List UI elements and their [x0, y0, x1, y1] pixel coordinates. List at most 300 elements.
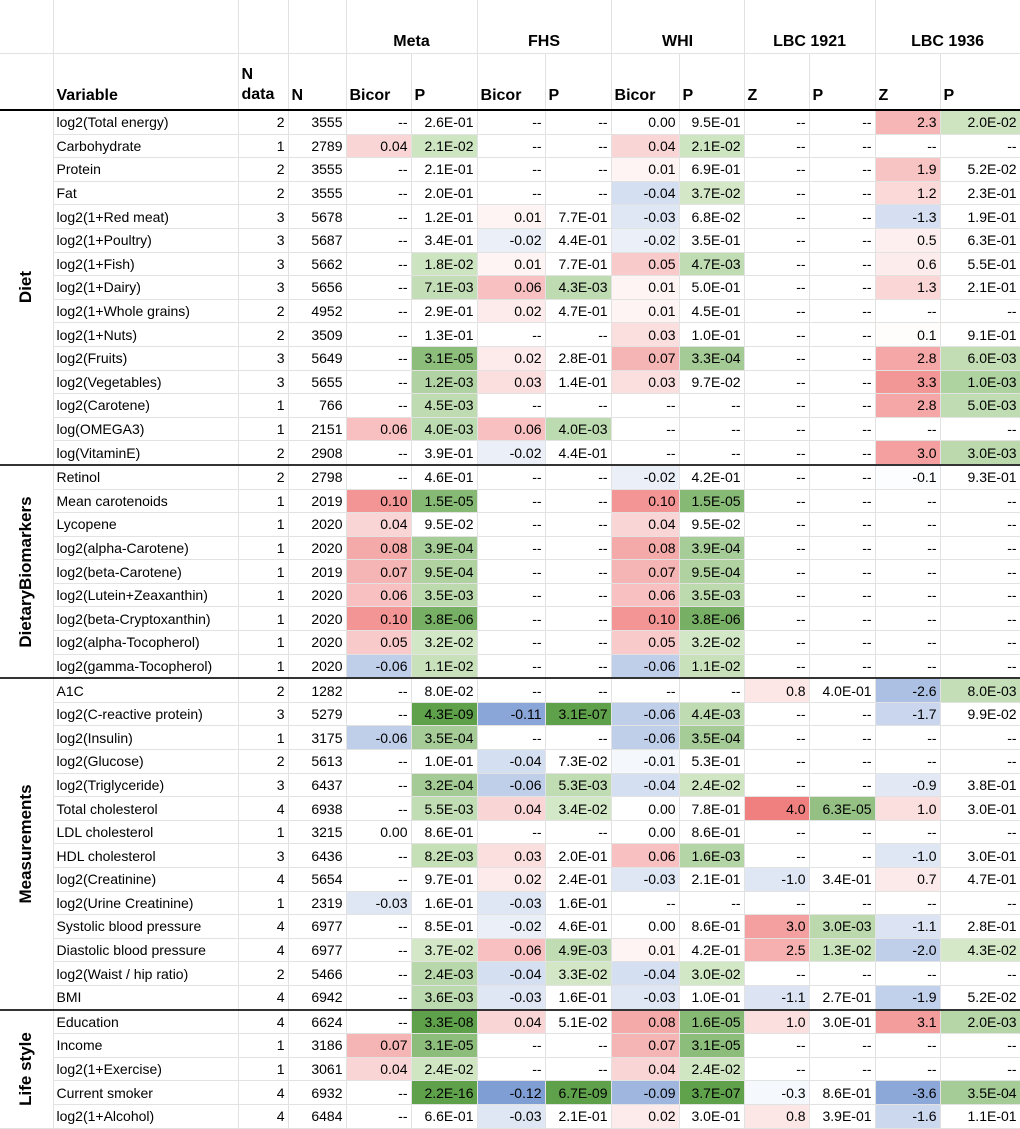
- whi-bicor-cell: -0.04: [611, 181, 679, 205]
- fhs-p-cell: 7.3E-02: [545, 750, 611, 774]
- meta-bicor-cell: --: [346, 205, 411, 229]
- lbc1936-p-cell: 3.5E-04: [940, 1081, 1020, 1105]
- whi-bicor-cell: 0.06: [611, 844, 679, 868]
- fhs-p-cell: --: [545, 465, 611, 489]
- lbc1936-p-cell: 6.3E-01: [940, 228, 1020, 252]
- lbc1921-z-cell: --: [744, 654, 809, 678]
- meta-p-cell: 4.6E-01: [411, 465, 477, 489]
- fhs-p-cell: 2.0E-01: [545, 844, 611, 868]
- whi-bicor-cell: 0.01: [611, 938, 679, 962]
- whi-bicor-cell: -0.06: [611, 726, 679, 750]
- table-row: [0, 654, 1020, 678]
- n-cell: 3555: [288, 110, 346, 134]
- lbc1936-p-cell: --: [940, 1057, 1020, 1081]
- lbc1936-p-cell: 5.2E-02: [940, 158, 1020, 182]
- fhs-bicor-cell: 0.06: [477, 417, 545, 441]
- n-cell: 5656: [288, 276, 346, 300]
- lbc1921-p-cell: --: [809, 252, 875, 276]
- lbc1921-p-cell: --: [809, 560, 875, 584]
- column-header-row: [0, 54, 1020, 111]
- ndata-cell: 1: [238, 726, 288, 750]
- whi-p-cell: --: [679, 417, 744, 441]
- meta-bicor-cell: --: [346, 985, 411, 1009]
- lbc1936-z-cell: 1.0: [875, 797, 940, 821]
- lbc1936-z-cell: --: [875, 417, 940, 441]
- whi-bicor-cell: 0.00: [611, 915, 679, 939]
- lbc1936-p-cell: 3.0E-01: [940, 797, 1020, 821]
- ndata-cell: 3: [238, 844, 288, 868]
- whi-p-cell: 3.0E-02: [679, 962, 744, 986]
- whi-p-cell: 4.5E-01: [679, 299, 744, 323]
- category-label: DietaryBiomarkers: [16, 495, 36, 648]
- meta-p-cell: 6.6E-01: [411, 1104, 477, 1128]
- meta-bicor-cell: --: [346, 868, 411, 892]
- table-row: [0, 228, 1020, 252]
- table-row: [0, 465, 1020, 489]
- table-row: [0, 1034, 1020, 1058]
- category-label: Diet: [16, 271, 36, 304]
- fhs-p-cell: --: [545, 583, 611, 607]
- lbc1921-p-cell: 3.0E-01: [809, 1010, 875, 1034]
- lbc1921-p-cell: --: [809, 844, 875, 868]
- fhs-bicor-cell: --: [477, 134, 545, 158]
- ndata-cell: 1: [238, 820, 288, 844]
- header-n: N: [288, 54, 346, 111]
- n-cell: 5613: [288, 750, 346, 774]
- lbc1936-p-cell: 5.2E-02: [940, 985, 1020, 1009]
- lbc1936-p-cell: --: [940, 513, 1020, 537]
- meta-p-cell: 4.0E-03: [411, 417, 477, 441]
- fhs-bicor-cell: 0.02: [477, 299, 545, 323]
- n-cell: 5678: [288, 205, 346, 229]
- ndata-cell: 2: [238, 750, 288, 774]
- meta-p-cell: 3.1E-05: [411, 346, 477, 370]
- whi-p-cell: --: [679, 678, 744, 702]
- lbc1936-z-cell: 0.6: [875, 252, 940, 276]
- ndata-cell: 3: [238, 276, 288, 300]
- ndata-cell: 2: [238, 158, 288, 182]
- lbc1936-z-cell: -1.3: [875, 205, 940, 229]
- lbc1936-p-cell: 8.0E-03: [940, 678, 1020, 702]
- lbc1921-p-cell: --: [809, 441, 875, 465]
- variable-cell: log2(Lutein+Zeaxanthin): [53, 583, 238, 607]
- variable-cell: log2(alpha-Carotene): [53, 536, 238, 560]
- header-variable: Variable: [53, 54, 238, 111]
- meta-bicor-cell: -0.06: [346, 654, 411, 678]
- variable-cell: Systolic blood pressure: [53, 915, 238, 939]
- whi-bicor-cell: 0.08: [611, 536, 679, 560]
- ndata-cell: 1: [238, 1057, 288, 1081]
- ndata-cell: 1: [238, 631, 288, 655]
- variable-cell: log2(Fruits): [53, 346, 238, 370]
- lbc1921-z-cell: --: [744, 536, 809, 560]
- whi-p-cell: 1.6E-05: [679, 1010, 744, 1034]
- fhs-bicor-cell: 0.04: [477, 1010, 545, 1034]
- lbc1921-p-cell: --: [809, 536, 875, 560]
- ndata-cell: 3: [238, 205, 288, 229]
- lbc1936-p-cell: --: [940, 891, 1020, 915]
- whi-p-cell: 1.0E-01: [679, 985, 744, 1009]
- meta-bicor-cell: 0.10: [346, 607, 411, 631]
- lbc1936-z-cell: 3.0: [875, 441, 940, 465]
- lbc1921-z-cell: --: [744, 1034, 809, 1058]
- whi-p-cell: 1.5E-05: [679, 489, 744, 513]
- ndata-cell: 4: [238, 1104, 288, 1128]
- lbc1936-z-cell: -2.0: [875, 938, 940, 962]
- whi-bicor-cell: --: [611, 441, 679, 465]
- lbc1921-z-cell: --: [744, 820, 809, 844]
- meta-bicor-cell: --: [346, 110, 411, 134]
- lbc1936-z-cell: 3.1: [875, 1010, 940, 1034]
- table-row: [0, 323, 1020, 347]
- fhs-p-cell: 3.1E-07: [545, 702, 611, 726]
- table-row: [0, 915, 1020, 939]
- n-cell: 6932: [288, 1081, 346, 1105]
- whi-bicor-cell: 0.03: [611, 323, 679, 347]
- meta-p-cell: 3.2E-02: [411, 631, 477, 655]
- lbc1921-z-cell: --: [744, 276, 809, 300]
- whi-p-cell: 3.2E-02: [679, 631, 744, 655]
- n-cell: 2319: [288, 891, 346, 915]
- meta-p-cell: 8.0E-02: [411, 678, 477, 702]
- fhs-p-cell: --: [545, 134, 611, 158]
- variable-cell: log2(Glucose): [53, 750, 238, 774]
- n-cell: 2798: [288, 465, 346, 489]
- meta-p-cell: 3.9E-04: [411, 536, 477, 560]
- lbc1921-z-cell: --: [744, 417, 809, 441]
- variable-cell: BMI: [53, 985, 238, 1009]
- n-cell: 6624: [288, 1010, 346, 1034]
- fhs-p-cell: --: [545, 489, 611, 513]
- lbc1936-p-cell: 4.3E-02: [940, 938, 1020, 962]
- whi-p-cell: 6.9E-01: [679, 158, 744, 182]
- ndata-cell: 3: [238, 228, 288, 252]
- lbc1921-p-cell: --: [809, 417, 875, 441]
- meta-bicor-cell: 0.04: [346, 513, 411, 537]
- fhs-p-cell: --: [545, 560, 611, 584]
- fhs-bicor-cell: 0.06: [477, 276, 545, 300]
- meta-p-cell: 9.5E-02: [411, 513, 477, 537]
- meta-bicor-cell: --: [346, 797, 411, 821]
- lbc1936-p-cell: --: [940, 1034, 1020, 1058]
- fhs-bicor-cell: -0.03: [477, 1104, 545, 1128]
- header-fhs-p: P: [545, 54, 611, 111]
- table-row: [0, 536, 1020, 560]
- meta-p-cell: 3.7E-02: [411, 938, 477, 962]
- meta-bicor-cell: 0.07: [346, 1034, 411, 1058]
- variable-cell: log2(gamma-Tocopherol): [53, 654, 238, 678]
- ndata-cell: 2: [238, 678, 288, 702]
- whi-bicor-cell: -0.09: [611, 1081, 679, 1105]
- whi-p-cell: 3.5E-03: [679, 583, 744, 607]
- fhs-bicor-cell: -0.11: [477, 702, 545, 726]
- ndata-cell: 1: [238, 489, 288, 513]
- fhs-p-cell: --: [545, 181, 611, 205]
- n-cell: 6436: [288, 844, 346, 868]
- lbc1921-p-cell: --: [809, 181, 875, 205]
- whi-p-cell: 8.6E-01: [679, 820, 744, 844]
- meta-bicor-cell: --: [346, 394, 411, 418]
- meta-bicor-cell: 0.07: [346, 560, 411, 584]
- lbc1921-p-cell: 8.6E-01: [809, 1081, 875, 1105]
- lbc1936-p-cell: --: [940, 417, 1020, 441]
- n-cell: 3555: [288, 181, 346, 205]
- lbc1936-z-cell: 1.2: [875, 181, 940, 205]
- table-row: [0, 252, 1020, 276]
- lbc1921-p-cell: --: [809, 962, 875, 986]
- meta-bicor-cell: --: [346, 773, 411, 797]
- fhs-p-cell: --: [545, 158, 611, 182]
- whi-bicor-cell: -0.04: [611, 773, 679, 797]
- meta-p-cell: 2.9E-01: [411, 299, 477, 323]
- whi-bicor-cell: -0.01: [611, 750, 679, 774]
- whi-bicor-cell: 0.07: [611, 346, 679, 370]
- whi-p-cell: 9.7E-02: [679, 370, 744, 394]
- n-cell: 6437: [288, 773, 346, 797]
- meta-bicor-cell: --: [346, 1104, 411, 1128]
- meta-bicor-cell: --: [346, 441, 411, 465]
- fhs-bicor-cell: --: [477, 323, 545, 347]
- fhs-p-cell: 4.9E-03: [545, 938, 611, 962]
- lbc1936-p-cell: 2.8E-01: [940, 915, 1020, 939]
- fhs-p-cell: 7.7E-01: [545, 205, 611, 229]
- header-fhs-bicor: Bicor: [477, 54, 545, 111]
- fhs-bicor-cell: --: [477, 1034, 545, 1058]
- meta-bicor-cell: -0.06: [346, 726, 411, 750]
- variable-cell: log2(Vegetables): [53, 370, 238, 394]
- lbc1921-p-cell: --: [809, 583, 875, 607]
- variable-cell: log2(1+Alcohol): [53, 1104, 238, 1128]
- whi-p-cell: 7.8E-01: [679, 797, 744, 821]
- lbc1921-z-cell: --: [744, 134, 809, 158]
- whi-bicor-cell: --: [611, 417, 679, 441]
- table-row: [0, 513, 1020, 537]
- meta-p-cell: 9.5E-04: [411, 560, 477, 584]
- n-cell: 3555: [288, 158, 346, 182]
- fhs-bicor-cell: 0.01: [477, 252, 545, 276]
- meta-bicor-cell: --: [346, 1010, 411, 1034]
- table-row: [0, 726, 1020, 750]
- lbc1921-z-cell: 0.8: [744, 678, 809, 702]
- meta-bicor-cell: --: [346, 158, 411, 182]
- lbc1936-p-cell: --: [940, 820, 1020, 844]
- whi-bicor-cell: 0.04: [611, 513, 679, 537]
- header-lbc1921-p: P: [809, 54, 875, 111]
- whi-bicor-cell: -0.02: [611, 228, 679, 252]
- whi-bicor-cell: -0.06: [611, 702, 679, 726]
- variable-cell: log2(Insulin): [53, 726, 238, 750]
- meta-p-cell: 3.6E-03: [411, 985, 477, 1009]
- variable-cell: log2(Urine Creatinine): [53, 891, 238, 915]
- table-row: [0, 560, 1020, 584]
- meta-p-cell: 4.5E-03: [411, 394, 477, 418]
- lbc1921-z-cell: 4.0: [744, 797, 809, 821]
- table-row: [0, 607, 1020, 631]
- fhs-p-cell: --: [545, 726, 611, 750]
- lbc1921-p-cell: --: [809, 891, 875, 915]
- n-cell: 2019: [288, 489, 346, 513]
- fhs-p-cell: 4.6E-01: [545, 915, 611, 939]
- lbc1936-z-cell: --: [875, 750, 940, 774]
- variable-cell: log2(1+Poultry): [53, 228, 238, 252]
- fhs-bicor-cell: 0.06: [477, 938, 545, 962]
- ndata-cell: 1: [238, 654, 288, 678]
- whi-bicor-cell: 0.00: [611, 797, 679, 821]
- fhs-p-cell: 4.4E-01: [545, 228, 611, 252]
- lbc1921-p-cell: --: [809, 370, 875, 394]
- lbc1921-p-cell: --: [809, 654, 875, 678]
- whi-bicor-cell: -0.03: [611, 985, 679, 1009]
- ndata-cell: 4: [238, 1010, 288, 1034]
- ndata-cell: 2: [238, 441, 288, 465]
- meta-p-cell: 8.2E-03: [411, 844, 477, 868]
- lbc1936-p-cell: 6.0E-03: [940, 346, 1020, 370]
- n-cell: 2908: [288, 441, 346, 465]
- fhs-p-cell: 6.7E-09: [545, 1081, 611, 1105]
- fhs-p-cell: 4.7E-01: [545, 299, 611, 323]
- lbc1936-z-cell: --: [875, 1057, 940, 1081]
- lbc1921-z-cell: --: [744, 583, 809, 607]
- whi-p-cell: 3.9E-04: [679, 536, 744, 560]
- meta-p-cell: 2.1E-02: [411, 134, 477, 158]
- table-row: [0, 1104, 1020, 1128]
- variable-cell: log2(1+Red meat): [53, 205, 238, 229]
- whi-bicor-cell: 0.01: [611, 158, 679, 182]
- fhs-bicor-cell: --: [477, 465, 545, 489]
- lbc1921-z-cell: --: [744, 844, 809, 868]
- table-row: [0, 1057, 1020, 1081]
- lbc1936-p-cell: --: [940, 631, 1020, 655]
- whi-p-cell: 3.7E-02: [679, 181, 744, 205]
- fhs-bicor-cell: --: [477, 678, 545, 702]
- fhs-p-cell: 2.1E-01: [545, 1104, 611, 1128]
- meta-bicor-cell: --: [346, 678, 411, 702]
- table-row: [0, 631, 1020, 655]
- fhs-p-cell: --: [545, 607, 611, 631]
- whi-p-cell: 2.4E-02: [679, 773, 744, 797]
- n-cell: 2020: [288, 654, 346, 678]
- fhs-p-cell: 7.7E-01: [545, 252, 611, 276]
- lbc1936-z-cell: --: [875, 513, 940, 537]
- fhs-bicor-cell: -0.03: [477, 985, 545, 1009]
- table-row: [0, 181, 1020, 205]
- fhs-bicor-cell: --: [477, 820, 545, 844]
- lbc1921-z-cell: --: [744, 228, 809, 252]
- whi-bicor-cell: 0.01: [611, 276, 679, 300]
- lbc1921-z-cell: --: [744, 513, 809, 537]
- lbc1921-p-cell: --: [809, 750, 875, 774]
- lbc1921-p-cell: --: [809, 607, 875, 631]
- whi-bicor-cell: -0.04: [611, 962, 679, 986]
- lbc1921-p-cell: --: [809, 228, 875, 252]
- table-row: [0, 868, 1020, 892]
- n-cell: 5654: [288, 868, 346, 892]
- fhs-bicor-cell: --: [477, 181, 545, 205]
- fhs-p-cell: 1.6E-01: [545, 891, 611, 915]
- fhs-p-cell: --: [545, 110, 611, 134]
- table-row: [0, 417, 1020, 441]
- table-row: [0, 158, 1020, 182]
- group-header-row: [0, 0, 1020, 54]
- header-meta-p: P: [411, 54, 477, 111]
- lbc1921-z-cell: --: [744, 560, 809, 584]
- ndata-cell: 2: [238, 323, 288, 347]
- ndata-cell: 3: [238, 252, 288, 276]
- variable-cell: A1C: [53, 678, 238, 702]
- lbc1936-p-cell: 3.0E-03: [940, 441, 1020, 465]
- ndata-cell: 2: [238, 110, 288, 134]
- whi-p-cell: 4.4E-03: [679, 702, 744, 726]
- lbc1921-p-cell: --: [809, 110, 875, 134]
- lbc1936-p-cell: --: [940, 560, 1020, 584]
- lbc1921-p-cell: --: [809, 631, 875, 655]
- whi-bicor-cell: 0.03: [611, 370, 679, 394]
- lbc1936-z-cell: --: [875, 962, 940, 986]
- fhs-bicor-cell: -0.02: [477, 441, 545, 465]
- n-cell: 2020: [288, 607, 346, 631]
- ndata-cell: 4: [238, 868, 288, 892]
- lbc1936-p-cell: 4.7E-01: [940, 868, 1020, 892]
- lbc1936-p-cell: 3.8E-01: [940, 773, 1020, 797]
- ndata-cell: 2: [238, 465, 288, 489]
- lbc1921-z-cell: --: [744, 962, 809, 986]
- whi-p-cell: 3.8E-06: [679, 607, 744, 631]
- fhs-bicor-cell: --: [477, 583, 545, 607]
- header-lbc1936-z: Z: [875, 54, 940, 111]
- ndata-cell: 3: [238, 773, 288, 797]
- fhs-p-cell: --: [545, 394, 611, 418]
- meta-bicor-cell: --: [346, 1081, 411, 1105]
- variable-cell: Current smoker: [53, 1081, 238, 1105]
- lbc1936-p-cell: 1.1E-01: [940, 1104, 1020, 1128]
- table-row: [0, 1010, 1020, 1034]
- whi-p-cell: 2.1E-02: [679, 134, 744, 158]
- fhs-bicor-cell: 0.03: [477, 370, 545, 394]
- whi-bicor-cell: 0.05: [611, 631, 679, 655]
- whi-p-cell: 4.2E-01: [679, 938, 744, 962]
- table-row: [0, 678, 1020, 702]
- meta-bicor-cell: --: [346, 346, 411, 370]
- lbc1921-z-cell: --: [744, 394, 809, 418]
- whi-p-cell: 2.4E-02: [679, 1057, 744, 1081]
- whi-p-cell: 1.0E-01: [679, 323, 744, 347]
- lbc1921-z-cell: --: [744, 370, 809, 394]
- whi-bicor-cell: --: [611, 678, 679, 702]
- table-row: [0, 797, 1020, 821]
- lbc1936-p-cell: --: [940, 489, 1020, 513]
- fhs-bicor-cell: -0.03: [477, 891, 545, 915]
- lbc1921-z-cell: 1.0: [744, 1010, 809, 1034]
- n-cell: 6938: [288, 797, 346, 821]
- meta-p-cell: 3.3E-08: [411, 1010, 477, 1034]
- lbc1936-z-cell: 0.5: [875, 228, 940, 252]
- table-row: [0, 205, 1020, 229]
- fhs-bicor-cell: 0.02: [477, 346, 545, 370]
- fhs-bicor-cell: 0.01: [477, 205, 545, 229]
- meta-p-cell: 1.2E-03: [411, 370, 477, 394]
- fhs-p-cell: 5.3E-03: [545, 773, 611, 797]
- meta-p-cell: 3.1E-05: [411, 1034, 477, 1058]
- category-label: Measurements: [16, 784, 36, 904]
- fhs-bicor-cell: 0.03: [477, 844, 545, 868]
- lbc1936-p-cell: 1.0E-03: [940, 370, 1020, 394]
- n-cell: 6484: [288, 1104, 346, 1128]
- lbc1921-p-cell: --: [809, 205, 875, 229]
- meta-p-cell: 2.6E-01: [411, 110, 477, 134]
- lbc1936-z-cell: --: [875, 820, 940, 844]
- table-row: [0, 441, 1020, 465]
- meta-p-cell: 5.5E-03: [411, 797, 477, 821]
